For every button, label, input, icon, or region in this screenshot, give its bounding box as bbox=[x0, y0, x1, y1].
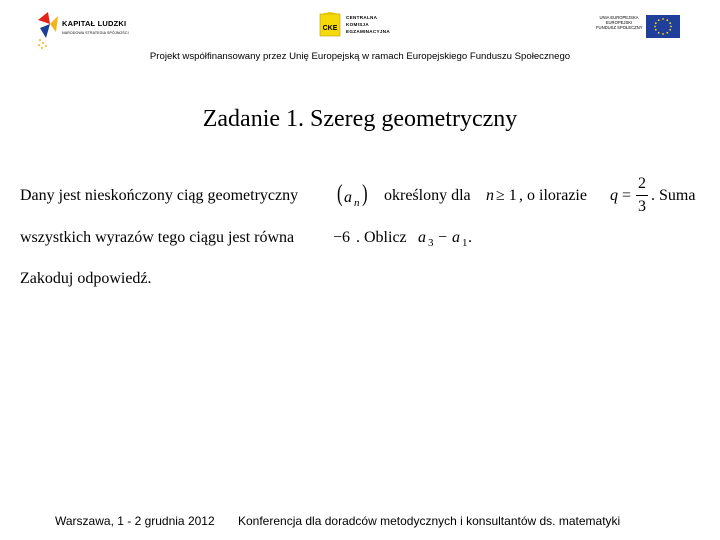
term-a1-subscript: 1 bbox=[462, 237, 468, 249]
problem-line2-end: . bbox=[468, 229, 472, 246]
footer-conference: Konferencja dla doradców metodycznych i konsultantów ds. matematyki bbox=[238, 514, 621, 528]
eu-flag-icon bbox=[646, 15, 680, 38]
term-a3: a bbox=[418, 229, 426, 246]
problem-line2-text-a: wszystkich wyrazów tego ciągu jest równa bbox=[20, 229, 295, 246]
sum-value: −6 bbox=[333, 229, 351, 246]
sequence-a: a bbox=[344, 189, 352, 206]
cke-logo bbox=[318, 12, 408, 44]
cke-mark: CKE bbox=[322, 25, 338, 32]
footer-date-location: Warszawa, 1 - 2 grudnia 2012 bbox=[55, 514, 215, 528]
ratio-denominator: 3 bbox=[638, 198, 646, 215]
sequence-subscript-n: n bbox=[354, 197, 360, 209]
project-funding-line: Projekt współfinansowany przez Unię Europejską w ramach Europejskiego Funduszu Społecznego bbox=[149, 51, 571, 62]
kapital-ludzki-name: KAPITAŁ LUDZKI bbox=[62, 19, 127, 28]
problem-line1-text-a: Dany jest nieskończony ciąg geometryczny bbox=[20, 187, 299, 204]
condition-rest: ≥ 1 bbox=[496, 187, 517, 204]
problem-line1-text-d: . Suma bbox=[651, 187, 696, 204]
problem-line1-text-b: określony dla bbox=[384, 187, 471, 204]
difference-minus: − bbox=[438, 229, 448, 246]
close-paren: ) bbox=[362, 181, 368, 207]
term-a1: a bbox=[452, 229, 460, 246]
term-a3-subscript: 3 bbox=[428, 237, 434, 249]
ratio-q: q bbox=[610, 187, 618, 204]
kapital-ludzki-emblem-icon bbox=[36, 10, 60, 50]
ratio-fraction-bar bbox=[636, 195, 648, 196]
eu-logo bbox=[594, 12, 686, 44]
kapital-ludzki-logo bbox=[36, 10, 146, 50]
ratio-equals: = bbox=[622, 187, 632, 204]
condition-n: n bbox=[486, 187, 494, 204]
problem-line3-text: Zakoduj odpowiedź. bbox=[20, 270, 152, 287]
kapital-ludzki-tagline: NARODOWA STRATEGIA SPÓJNOŚCI bbox=[62, 31, 129, 35]
page-title: Zadanie 1. Szereg geometryczny bbox=[202, 106, 518, 132]
eu-text: UNIA EUROPEJSKA EUROPEJSKI FUNDUSZ SPOŁECZNY bbox=[596, 15, 643, 30]
open-paren: ( bbox=[337, 181, 343, 207]
cke-emblem-icon bbox=[318, 12, 344, 40]
cke-text: CENTRALNA KOMISJA EGZAMINACYJNA bbox=[346, 15, 390, 35]
problem-line1-text-c: , o ilorazie bbox=[519, 187, 587, 204]
problem-line2-text-b: . Oblicz bbox=[356, 229, 407, 246]
ratio-numerator: 2 bbox=[638, 175, 646, 192]
